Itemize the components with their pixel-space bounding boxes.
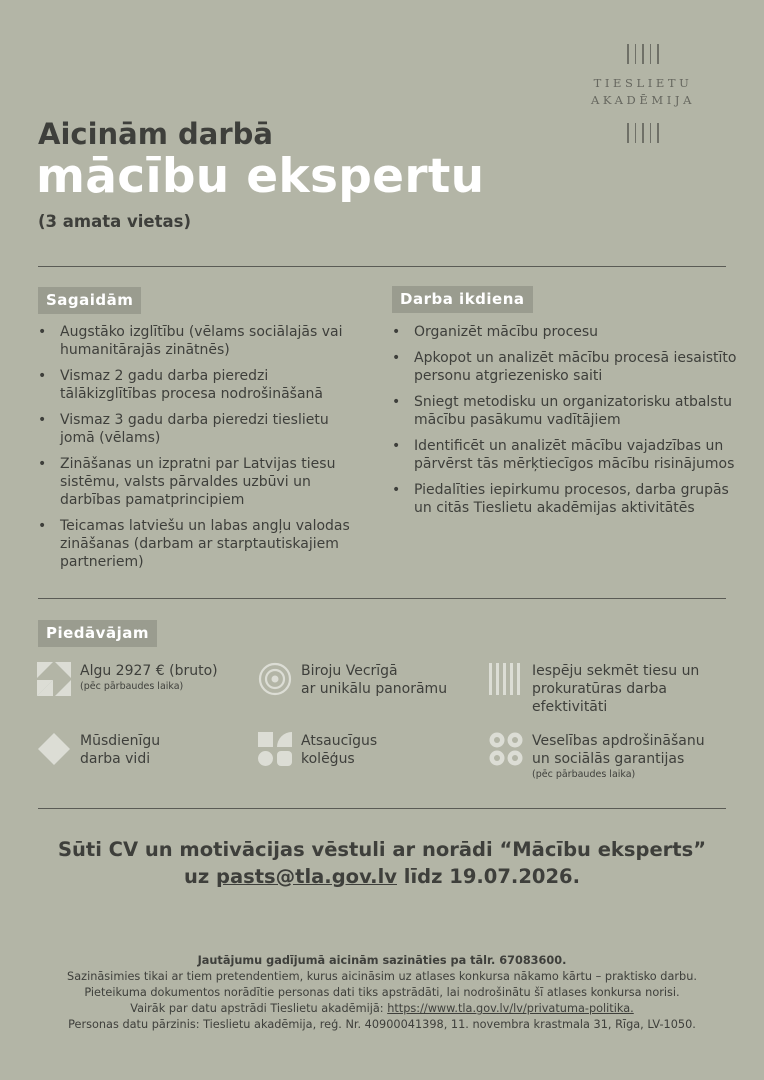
circles-grid-icon <box>489 732 523 766</box>
footer-phone: Jautājumu gadījumā aicinām sazināties pa tālr. 67083600. <box>197 954 567 967</box>
list-item: • Augstāko izglītību (vēlams sociālajās vai humanitārajās zinātnēs) <box>38 323 363 359</box>
divider <box>38 808 726 809</box>
list-item: • Organizēt mācību procesu <box>392 323 737 341</box>
offer-item-insurance <box>489 732 705 782</box>
footer <box>0 953 764 1033</box>
cta-line-1: Sūti CV un motivācijas vēstuli ar norādi “Mācību eksperts” <box>57 838 707 861</box>
heading-pre: Aicinām darbā <box>38 117 274 151</box>
triangles-icon <box>37 662 71 696</box>
shapes-icon <box>258 732 292 766</box>
logo-bars-bottom <box>578 123 708 143</box>
offer-label: Piedāvājam <box>38 620 157 647</box>
footer-line <box>0 1001 764 1017</box>
offer-text: Algu 2927 € (bruto) <box>80 663 218 679</box>
cta-pre: uz <box>183 865 216 888</box>
list-item: • Zināšanas un izpratni par Latvijas tiesu sistēmu, valsts pārvaldes uzbūvi un darbības pamatprincipiem <box>38 455 363 509</box>
offer-text: darba vidi <box>80 751 151 767</box>
cta-line-2 <box>0 863 764 890</box>
logo-bars-top <box>578 44 708 64</box>
list-item: • Vismaz 2 gadu darba pieredzi tālākizglītības procesa nodrošināšanā <box>38 367 363 403</box>
logo-line-2: AKADĒMIJA <box>591 93 695 107</box>
logo-line-1: TIESLIETU <box>593 76 693 90</box>
requirements-list <box>38 323 363 579</box>
bars-icon <box>489 662 523 696</box>
list-item: • Teicamas latviešu un labas angļu valodas zināšanas (darbam ar starptautiskajiem partneriem) <box>38 517 363 571</box>
offer-text: Veselības apdrošināšanu <box>532 733 705 749</box>
offer-text: un sociālās garantijas <box>532 751 685 767</box>
offer-text: ar unikālu panorāmu <box>301 681 448 697</box>
offer-item-colleagues <box>258 732 377 768</box>
target-circle-icon <box>258 662 292 696</box>
logo <box>578 44 708 143</box>
offer-text: Iespēju sekmēt tiesu un <box>532 663 700 679</box>
offer-item-salary <box>37 662 218 696</box>
heading-sub: (3 amata vietas) <box>38 212 191 231</box>
heading-main: mācību ekspertu <box>36 149 485 204</box>
offer-text: prokuratūras darba <box>532 681 667 697</box>
list-item: • Sniegt metodisku un organizatorisku atbalstu mācību pasākumu vadītājiem <box>392 393 737 429</box>
list-item: • Piedalīties iepirkumu procesos, darba grupās un citās Tieslietu akadēmijas aktivitātēs <box>392 481 737 517</box>
footer-line: Sazināsimies tikai ar tiem pretendentiem, kurus aicināsim uz atlases konkursa nākamo kārtu – praktisko darbu. <box>67 970 697 983</box>
divider <box>38 598 726 599</box>
list-item: • Apkopot un analizēt mācību procesā iesaistīto personu atgriezenisko saiti <box>392 349 737 385</box>
footer-url-pre: Vairāk par datu apstrādi Tieslietu akadēmijā: <box>130 1002 388 1015</box>
privacy-policy-link[interactable]: https://www.tla.gov.lv/lv/privatuma-politika. <box>387 1002 634 1015</box>
call-to-action <box>0 836 764 890</box>
offer-text: Biroju Vecrīgā <box>301 663 398 679</box>
offer-item-efficiency <box>489 662 699 716</box>
offer-text: kolēģus <box>301 751 355 767</box>
footer-line: Pieteikuma dokumentos norādītie personas dati tiks apstrādāti, lai nodrošinātu šī atlases konkursa norisi. <box>84 986 680 999</box>
cta-post: līdz 19.07.2026. <box>397 865 581 888</box>
offer-item-environment <box>37 732 160 768</box>
offer-text: Mūsdienīgu <box>80 733 161 749</box>
offer-note: (pēc pārbaudes laika) <box>532 769 636 780</box>
duties-label: Darba ikdiena <box>392 286 533 313</box>
list-item: • Identificēt un analizēt mācību vajadzības un pārvērst tās mērķtiecīgos mācību risinājumos <box>392 437 737 473</box>
offer-item-office <box>258 662 447 698</box>
divider <box>38 266 726 267</box>
email-link[interactable]: pasts@tla.gov.lv <box>215 865 397 888</box>
list-item: • Vismaz 3 gadu darba pieredzi tieslietu jomā (vēlams) <box>38 411 363 447</box>
footer-line: Personas datu pārzinis: Tieslietu akadēmija, reģ. Nr. 40900041398, 11. novembra krastmala 31, Rīga, LV-1050. <box>68 1018 696 1031</box>
offer-note: (pēc pārbaudes laika) <box>80 681 184 692</box>
offer-text: Atsaucīgus <box>301 733 378 749</box>
duties-list <box>392 323 737 525</box>
requirements-label: Sagaidām <box>38 287 141 314</box>
offer-text: efektivitāti <box>532 699 608 715</box>
diamond-icon <box>37 732 71 766</box>
